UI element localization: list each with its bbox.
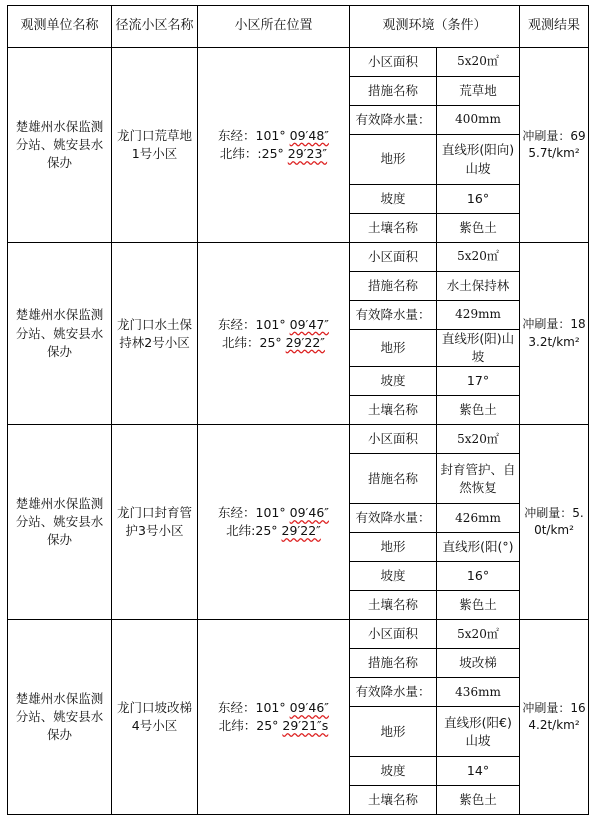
env-label: 小区面积	[350, 425, 437, 454]
header-unit: 观测单位名称	[8, 6, 112, 48]
env-label: 小区面积	[350, 620, 437, 649]
longitude-prefix: 东经：101°	[218, 316, 286, 332]
location-cell	[198, 425, 350, 620]
table-row	[8, 48, 589, 77]
longitude-minsec: 09′46″	[289, 505, 329, 521]
env-label: 地形	[350, 330, 437, 367]
env-label: 有效降水量：	[350, 504, 437, 533]
env-label: 措施名称	[350, 77, 437, 106]
latitude-minsec: 29′22″	[281, 523, 321, 539]
plot-cell: 龙门口坡改梯4号小区	[112, 620, 198, 815]
env-label: 地形	[350, 533, 437, 562]
env-value: 直线形(阳)山坡	[437, 330, 520, 367]
plot-cell: 龙门口荒草地1号小区	[112, 48, 198, 243]
env-label: 土壤名称	[350, 396, 437, 425]
latitude-prefix: 北纬：25°	[222, 334, 282, 350]
env-value: 直线形(阳(°)	[437, 533, 520, 562]
monitoring-table	[7, 5, 589, 815]
env-label: 小区面积	[350, 48, 437, 77]
env-label: 措施名称	[350, 649, 437, 678]
env-value: 5x20㎡	[437, 620, 520, 649]
location-cell	[198, 48, 350, 243]
env-value: 16°	[437, 562, 520, 591]
env-label: 坡度	[350, 185, 437, 214]
table-row	[8, 620, 589, 649]
plot-cell: 龙门口水土保持林2号小区	[112, 243, 198, 425]
env-label: 地形	[350, 707, 437, 757]
env-value: 直线形(阳€)山坡	[437, 707, 520, 757]
env-value: 荒草地	[437, 77, 520, 106]
result-cell: 冲刷量：695.7t/km²	[520, 48, 589, 243]
longitude-prefix: 东经：101°	[218, 700, 286, 716]
result-cell: 冲刷量：183.2t/km²	[520, 243, 589, 425]
env-value: 5x20㎡	[437, 48, 520, 77]
env-value: 400mm	[437, 106, 520, 135]
env-value: 5x20㎡	[437, 243, 520, 272]
result-cell: 冲刷量：164.2t/km²	[520, 620, 589, 815]
env-label: 坡度	[350, 562, 437, 591]
longitude-prefix: 东经：101°	[218, 505, 286, 521]
latitude-minsec: 29′22″	[285, 334, 325, 350]
env-label: 措施名称	[350, 454, 437, 504]
env-value: 紫色土	[437, 786, 520, 815]
env-value: 坡改梯	[437, 649, 520, 678]
env-value: 436mm	[437, 678, 520, 707]
env-value: 429mm	[437, 301, 520, 330]
location-cell	[198, 620, 350, 815]
env-label: 土壤名称	[350, 591, 437, 620]
header-plot: 径流小区名称	[112, 6, 198, 48]
env-value: 直线形(阳向)山坡	[437, 135, 520, 185]
env-value: 紫色土	[437, 214, 520, 243]
env-value: 紫色土	[437, 591, 520, 620]
env-value: 17°	[437, 367, 520, 396]
env-label: 小区面积	[350, 243, 437, 272]
env-label: 坡度	[350, 367, 437, 396]
latitude-prefix: 北纬:25°	[226, 523, 278, 539]
header-row	[8, 6, 589, 48]
env-label: 地形	[350, 135, 437, 185]
location-cell	[198, 243, 350, 425]
env-label: 有效降水量：	[350, 301, 437, 330]
env-label: 措施名称	[350, 272, 437, 301]
env-value: 426mm	[437, 504, 520, 533]
table-row	[8, 243, 589, 272]
latitude-prefix: 北纬：25°	[218, 718, 279, 734]
env-label: 坡度	[350, 757, 437, 786]
result-cell: 冲刷量：5.0t/km²	[520, 425, 589, 620]
env-value: 5x20㎡	[437, 425, 520, 454]
unit-cell: 楚雄州水保监测分站、姚安县水保办	[8, 425, 112, 620]
longitude-minsec: 09′46″	[289, 700, 329, 716]
env-label: 土壤名称	[350, 214, 437, 243]
latitude-prefix: 北纬：:25°	[219, 146, 284, 161]
header-location: 小区所在位置	[198, 6, 350, 48]
longitude-minsec: 09′47″	[289, 316, 329, 332]
unit-cell: 楚雄州水保监测分站、姚安县水保办	[8, 620, 112, 815]
plot-cell: 龙门口封育管护3号小区	[112, 425, 198, 620]
unit-cell: 楚雄州水保监测分站、姚安县水保办	[8, 243, 112, 425]
env-label: 有效降水量：	[350, 106, 437, 135]
env-label: 有效降水量：	[350, 678, 437, 707]
env-value: 16°	[437, 185, 520, 214]
latitude-minsec: 29′21″s	[282, 718, 329, 734]
table-row	[8, 425, 589, 454]
env-value: 14°	[437, 757, 520, 786]
env-value: 水土保持林	[437, 272, 520, 301]
header-environment: 观测环境（条件）	[350, 6, 520, 48]
longitude-minsec: 09′48″	[289, 127, 329, 143]
longitude-prefix: 东经：101°	[218, 127, 286, 143]
header-result: 观测结果	[520, 6, 589, 48]
env-label: 土壤名称	[350, 786, 437, 815]
env-value: 封育管护、自然恢复	[437, 454, 520, 504]
env-value: 紫色土	[437, 396, 520, 425]
unit-cell: 楚雄州水保监测分站、姚安县水保办	[8, 48, 112, 243]
latitude-minsec: 29′23″	[287, 146, 328, 161]
